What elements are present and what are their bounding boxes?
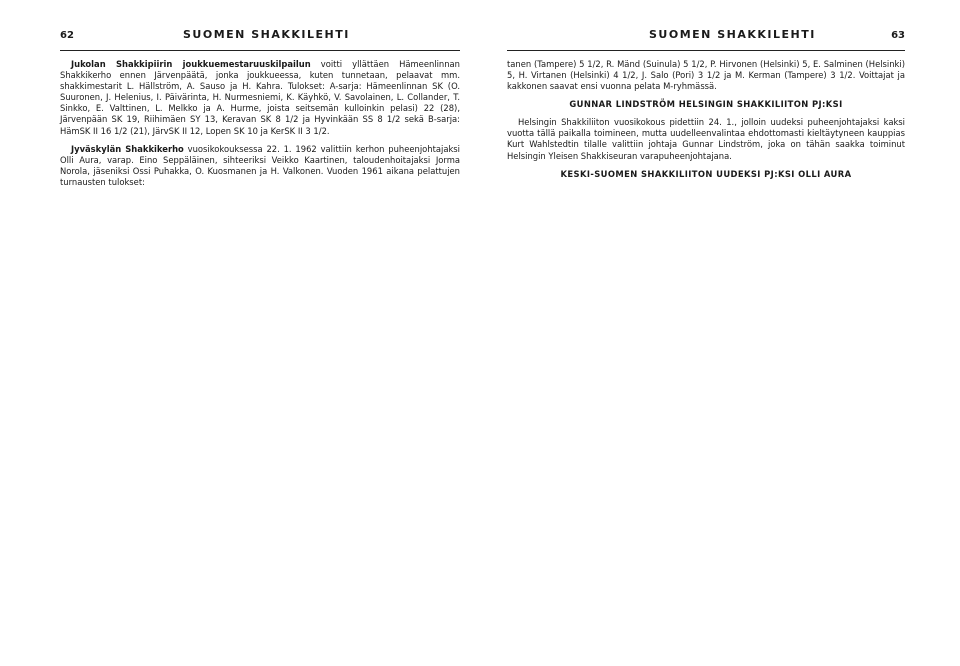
- article-text: vuosikokouksessa 22. 1. 1962 valittiin kerhon puheenjohtajaksi Olli Aura, varap. Eino Seppäläinen, sihteeriksi Veikko Kaartinen, taloudenhoitajaksi Jorma Norola, jäseniksi Ossi Puhakka, O. Kuosmanen ja H. Valkonen. Vuoden 1961 aikana pelattujen turnausten tulokset:: [60, 143, 460, 187]
- section-heading: KESKI-SUOMEN SHAKKILIITON UUDEKSI PJ:KSI OLLI AURA: [560, 168, 852, 179]
- article-paragraph: tanen (Tampere) 5 1/2, R. Mänd (Suinula) 5 1/2, P. Hirvonen (Helsinki) 5, E. Salminen (Helsinki) 5, H. Virtanen (Helsinki) 4 1/2, J. Salo (Pori) 3 1/2 ja M. Kerman (Tampere) 3 1/2. Voittajat ja kakkonen saavat ensi vuonna pelata M-ryhmässä.: [507, 59, 905, 92]
- left-page-header: [60, 16, 460, 51]
- right-page: [480, 0, 960, 666]
- right-journal-title: SUOMEN SHAKKILEHTI: [649, 28, 816, 41]
- right-column: [507, 51, 905, 179]
- section-heading: GUNNAR LINDSTRÖM HELSINGIN SHAKKILIITON PJ:KSI: [569, 99, 843, 110]
- article-lead: Jyväskylän Shakkikerho: [71, 143, 184, 154]
- left-column: [60, 51, 460, 188]
- article-text: voitti yllättäen Hämeenlinnan Shakkikerho ennen Järvenpäätä, jonka joukkueessa, kuten tunnetaan, pelaavat mm. shakkimestarit L. Hällström, A. Sauso ja H. Kahra. Tulokset: A-sarja: Hämeenlinnan SK (O. Suuronen, J. Helenius, I. Päivärinta, H. Nurmesniemi, K. Käyhkö, V. Savolainen, L. Collander, T. Sinkko, E. Valttinen, L. Melkko ja A. Hurme, joista seitsemän kulloinkin pelasi) 22 (28), Järvenpään SK 19, Riihimäen SY 13, Keravan SK 8 1/2 ja Hyvinkään SS 8 1/2 sekä B-sarja: HämSK II 16 1/2 (21), JärvSK II 12, Lopen SK 10 ja KerSK II 3 1/2.: [60, 59, 460, 136]
- article-paragraph: Helsingin Shakkiliiton vuosikokous pidettiin 24. 1., jolloin uudeksi puheenjohtajaksi kaksi vuotta tällä paikalla toimineen, mutta uudelleenvalintaa ehdottomasti kieltäytyneen kauppias Kurt Wahlstedtin tilalle valittiin johtaja Gunnar Lindström, joka on tähän saakka toiminut Helsingin Yleisen Shakkiseuran varapuheenjohtajana.: [507, 117, 905, 161]
- left-journal-title: SUOMEN SHAKKILEHTI: [183, 28, 350, 41]
- right-page-number: 63: [891, 30, 905, 41]
- left-page-number: 62: [60, 30, 74, 41]
- article-lead: Jukolan Shakkipiirin joukkuemestaruuskilpailun: [71, 59, 311, 69]
- article-paragraph: [60, 59, 460, 137]
- right-page-header: [507, 16, 905, 51]
- article-paragraph: [60, 144, 460, 188]
